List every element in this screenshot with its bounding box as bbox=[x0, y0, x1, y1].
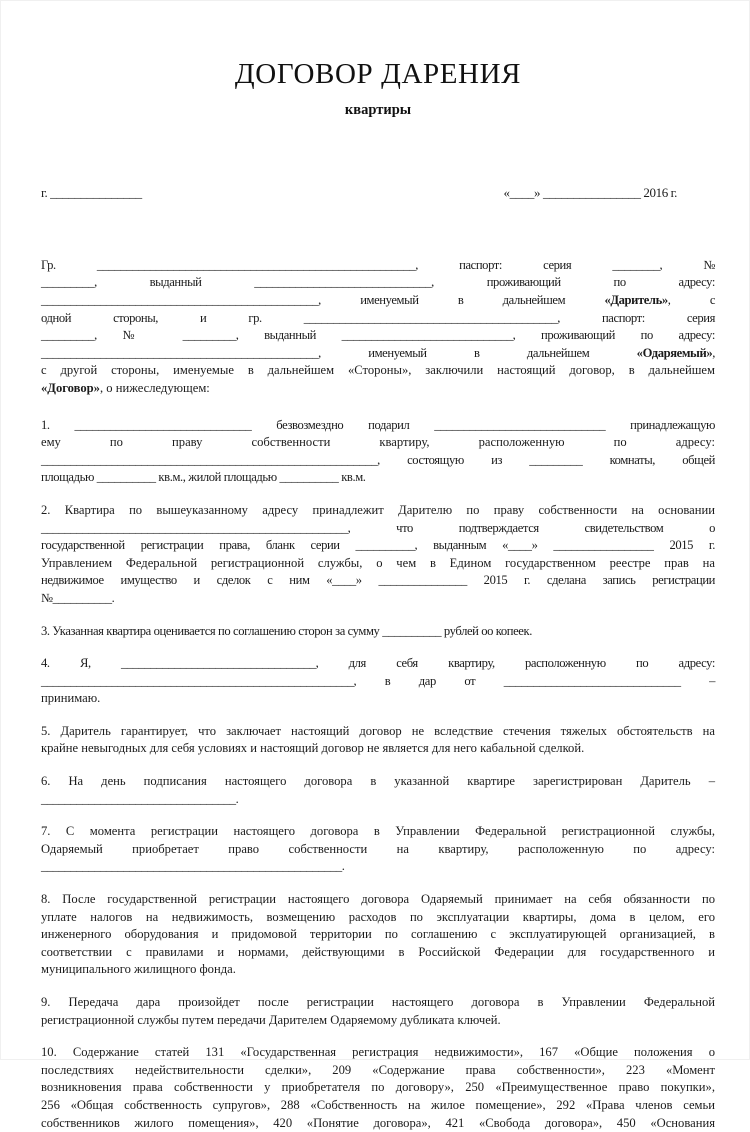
clause-9-line-2: регистрационной службы путем передачи Дарителем Одаряемому дубликата ключей. bbox=[41, 1012, 501, 1027]
clause-3-line-1[interactable]: 3. Указанная квартира оценивается по соглашению сторон за сумму __________ рублей оо копеек. bbox=[41, 623, 532, 638]
clause-1-line-2: ему по праву собственности квартиру, расположенную по адресу: bbox=[41, 435, 715, 450]
clause-7-line-3[interactable]: ___________________________________________________. bbox=[41, 859, 345, 874]
clause-4-line-3: принимаю. bbox=[41, 691, 101, 706]
preamble-block bbox=[41, 257, 715, 398]
preamble-line-6-tail: , bbox=[712, 345, 715, 360]
preamble-line-8-tail: , о нижеследующем: bbox=[99, 380, 210, 395]
preamble-line-6-text: _______________________________________________, именуемый в дальнейшем bbox=[41, 345, 637, 360]
clause-4-line-1[interactable]: 4. Я, _________________________________, для себя квартиру, расположенную по адресу: bbox=[41, 656, 715, 671]
clause-2-line-3[interactable]: государственной регистрации права, бланк серии __________, выданным «____» _________________ 2015 г. bbox=[41, 538, 715, 553]
preamble-line-4[interactable]: одной стороны, и гр. ___________________________________________, паспорт: серия bbox=[41, 310, 715, 325]
clause-1-line-1[interactable]: 1. ______________________________ безвозмездно подарил _____________________________ принадлежащую bbox=[41, 417, 715, 432]
clause-8-line-2: уплате налогов на недвижимость, возмещению расходов по эксплуатации квартиры, дома в целом, его bbox=[41, 909, 715, 924]
clause-1 bbox=[41, 417, 715, 487]
clause-9-line-1: 9. Передача дара произойдет после регистрации настоящего договора в Управлении Федеральной bbox=[41, 995, 715, 1010]
clause-4 bbox=[41, 655, 715, 708]
clause-10-line-4: 256 «Общая собственность супругов», 288 «Собственность на жилое помещение», 292 «Права членов семьи bbox=[41, 1097, 715, 1112]
clause-8 bbox=[41, 891, 715, 979]
clause-10 bbox=[41, 1044, 715, 1132]
preamble-line-3-tail: , с bbox=[667, 293, 716, 308]
preamble-line-8 bbox=[41, 380, 715, 398]
clause-8-line-4: соответствии с правилами и нормами, действующими в Российской Федерации для государственного и bbox=[41, 944, 715, 959]
preamble-line-3[interactable] bbox=[41, 292, 715, 310]
preamble-line-5[interactable]: _________, № _________, выданный _____________________________, проживающий по адресу: bbox=[41, 328, 715, 343]
title-block bbox=[41, 59, 715, 119]
clause-10-line-3: возникновения права собственности у приобретателя по договору», 250 «Преимущественное право покупки», bbox=[41, 1080, 715, 1095]
clause-5-line-2: крайне невыгодных для себя условиях и настоящий договор не является для него кабальной сделкой. bbox=[41, 741, 585, 756]
clause-6-line-1: 6. На день подписания настоящего договора в указанной квартире зарегистрирован Даритель – bbox=[41, 774, 715, 789]
clause-10-line-2: последствиях недействительности сделки», 209 «Содержание права собственности», 223 «Момент bbox=[41, 1062, 715, 1077]
clause-1-line-4[interactable]: площадью __________ кв.м., жилой площадью __________ кв.м. bbox=[41, 470, 366, 485]
clause-9 bbox=[41, 994, 715, 1029]
page-subtitle: квартиры bbox=[344, 101, 412, 118]
clause-2-line-4: Управлением Федеральной регистрационной службы, о чем в Едином государственном реестре прав на bbox=[41, 555, 715, 570]
date-field[interactable]: «____» ________________ 2016 г. bbox=[503, 184, 677, 200]
clause-2-line-5[interactable]: недвижимое имущество и сделок с ним «____» _______________ 2015 г. сделана запись регистрации bbox=[41, 573, 715, 588]
preamble-line-1[interactable]: Гр. ______________________________________________________, паспорт: серия ________, № bbox=[41, 257, 715, 272]
clause-10-line-1: 10. Содержание статей 131 «Государственная регистрация недвижимости», 167 «Общие положения о bbox=[41, 1045, 715, 1060]
clause-7-line-2: Одаряемый приобретает право собственности на квартиру, расположенную по адресу: bbox=[41, 841, 715, 856]
clause-6 bbox=[41, 773, 715, 808]
clause-3 bbox=[41, 623, 715, 641]
clause-8-line-1: 8. После государственной регистрации настоящего договора Одаряемый принимает на себя обязанности по bbox=[41, 892, 715, 907]
preamble-line-3-text: _______________________________________________, именуемый в дальнейшем bbox=[41, 293, 605, 308]
clause-2-line-1: 2. Квартира по вышеуказанному адресу принадлежит Дарителю по праву собственности на основании bbox=[41, 502, 715, 517]
term-dogovor: «Договор» bbox=[41, 380, 100, 395]
term-odaryaemyi: «Одаряемый» bbox=[636, 345, 713, 360]
clause-8-line-3: инженерного оборудования и придомовой территории по соглашению с эксплуатирующей организацией, в bbox=[41, 927, 715, 942]
preamble-line-6[interactable] bbox=[41, 345, 715, 363]
preamble-line-2[interactable]: _________, выданный ______________________________, проживающий по адресу: bbox=[41, 275, 715, 290]
term-daritel: «Даритель» bbox=[604, 293, 668, 308]
page-title: ДОГОВОР ДАРЕНИЯ bbox=[234, 58, 522, 90]
clause-6-line-2[interactable]: _________________________________. bbox=[41, 791, 239, 806]
clause-10-line-5: собственников жилого помещения», 420 «Понятие договора», 421 «Свобода договора», 450 «Основания bbox=[41, 1115, 715, 1130]
clause-7 bbox=[41, 823, 715, 876]
clause-7-line-1: 7. С момента регистрации настоящего договора в Управлении Федеральной регистрационной службы, bbox=[41, 824, 715, 839]
clause-8-line-5: муниципального жилищного фонда. bbox=[41, 962, 236, 977]
document-body bbox=[41, 257, 715, 1132]
clause-5 bbox=[41, 723, 715, 758]
city-field[interactable]: г. _______________ bbox=[41, 184, 142, 200]
clause-4-line-2[interactable]: _____________________________________________________, в дар от ______________________________ – bbox=[41, 673, 715, 688]
clause-2 bbox=[41, 502, 715, 608]
preamble-line-7: с другой стороны, именуемые в дальнейшем «Стороны», заключили настоящий договор, в дальнейшем bbox=[41, 363, 715, 378]
clause-5-line-1: 5. Даритель гарантирует, что заключает настоящий договор не вследствие стечения тяжелых обстоятельств на bbox=[41, 723, 715, 738]
city-date-row bbox=[41, 185, 715, 201]
clause-1-line-3[interactable]: _________________________________________________________, состоящую из _________ комнаты, общей bbox=[41, 452, 715, 467]
clause-2-line-6[interactable]: №__________. bbox=[41, 590, 115, 605]
clause-2-line-2[interactable]: ____________________________________________________, что подтверждается свидетельством о bbox=[41, 520, 715, 535]
